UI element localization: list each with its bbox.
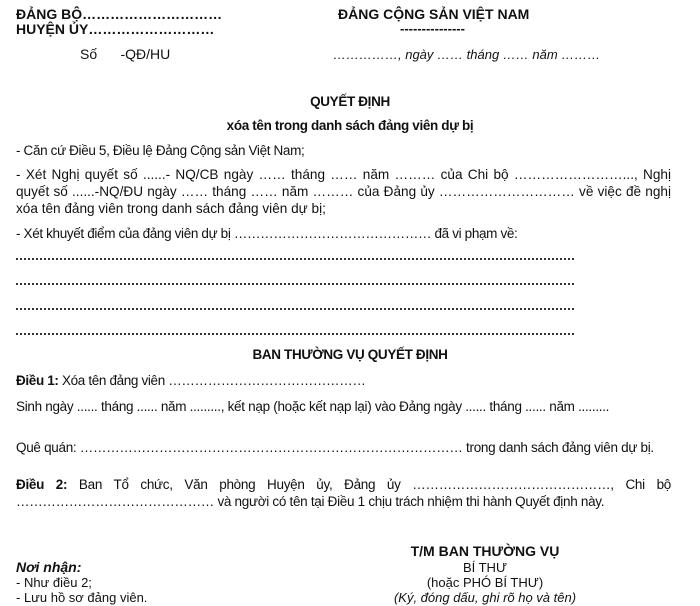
document-title: QUYẾT ĐỊNH (310, 94, 390, 109)
signature-instruction: (Ký, đóng dấu, ghi rõ họ và tên) (393, 590, 577, 605)
article-2 (16, 476, 671, 510)
blank-line-4[interactable] (16, 333, 574, 335)
blank-line-2[interactable] (16, 283, 574, 285)
national-party-title: ĐẢNG CỘNG SẢN VIỆT NAM (338, 6, 530, 22)
district-committee-line: HUYỆN ỦY……………………… (16, 21, 215, 37)
basis-violation: - Xét khuyết điểm của đảng viên dự bị ……………………………………… đã vi phạm về: (16, 226, 518, 241)
article-1-birth: Sinh ngày ...... tháng ...... năm ........., kết nạp (hoặc kết nạp lại) vào Đảng ngày ...... tháng ...... năm ......... (16, 399, 610, 414)
document-number: Số -QĐ/HU (80, 46, 171, 62)
recipient-item-2: - Lưu hồ sơ đảng viên. (16, 590, 148, 605)
date-line: ……………, ngày …… tháng …… năm ……… (333, 47, 601, 62)
article-2-text: Ban Tổ chức, Văn phòng Huyện ủy, Đảng ủy ………………………………………, Chi bộ ……………………………………… và người có tên tại Điều 1 chịu trách nhiệm thi hành Quyết định này. (16, 477, 671, 509)
signature-role: BÍ THƯ (462, 560, 508, 575)
recipient-item-1: - Như điều 2; (16, 575, 92, 590)
header-separator: --------------- (400, 21, 465, 36)
basis-charter: - Căn cứ Điều 5, Điều lệ Đảng Cộng sản Việt Nam; (16, 143, 305, 158)
document-subtitle: xóa tên trong danh sách đảng viên dự bị (226, 118, 474, 133)
blank-line-1[interactable] (16, 258, 574, 260)
decision-heading: BAN THƯỜNG VỤ QUYẾT ĐỊNH (252, 347, 448, 362)
basis-resolutions: - Xét Nghị quyết số ......- NQ/CB ngày …… tháng …… năm ……… của Chi bộ ……………………..., Nghị quyết số ......-NQ/ĐU ngày …… tháng …… năm ……… của Đảng ủy ………………………… về việc đề nghị xóa tên đảng viên trong danh sách đảng viên dự bị; (16, 167, 671, 216)
article-1 (16, 373, 366, 388)
blank-line-3[interactable] (16, 308, 574, 310)
party-committee-line: ĐẢNG BỘ………………………… (16, 6, 223, 22)
article-2-label: Điều 2: (16, 477, 68, 492)
signature-on-behalf: T/M BAN THƯỜNG VỤ (410, 543, 560, 559)
signature-alt-role: (hoặc PHÓ BÍ THƯ) (426, 575, 544, 590)
article-1-label: Điều 1: (16, 373, 59, 388)
recipients-heading: Nơi nhận: (16, 559, 82, 575)
article-1-hometown: Quê quán: …………………………………………………………………………… trong danh sách đảng viên dự bị. (16, 440, 654, 455)
article-1-text: Xóa tên đảng viên ……………………………………… (58, 373, 366, 388)
